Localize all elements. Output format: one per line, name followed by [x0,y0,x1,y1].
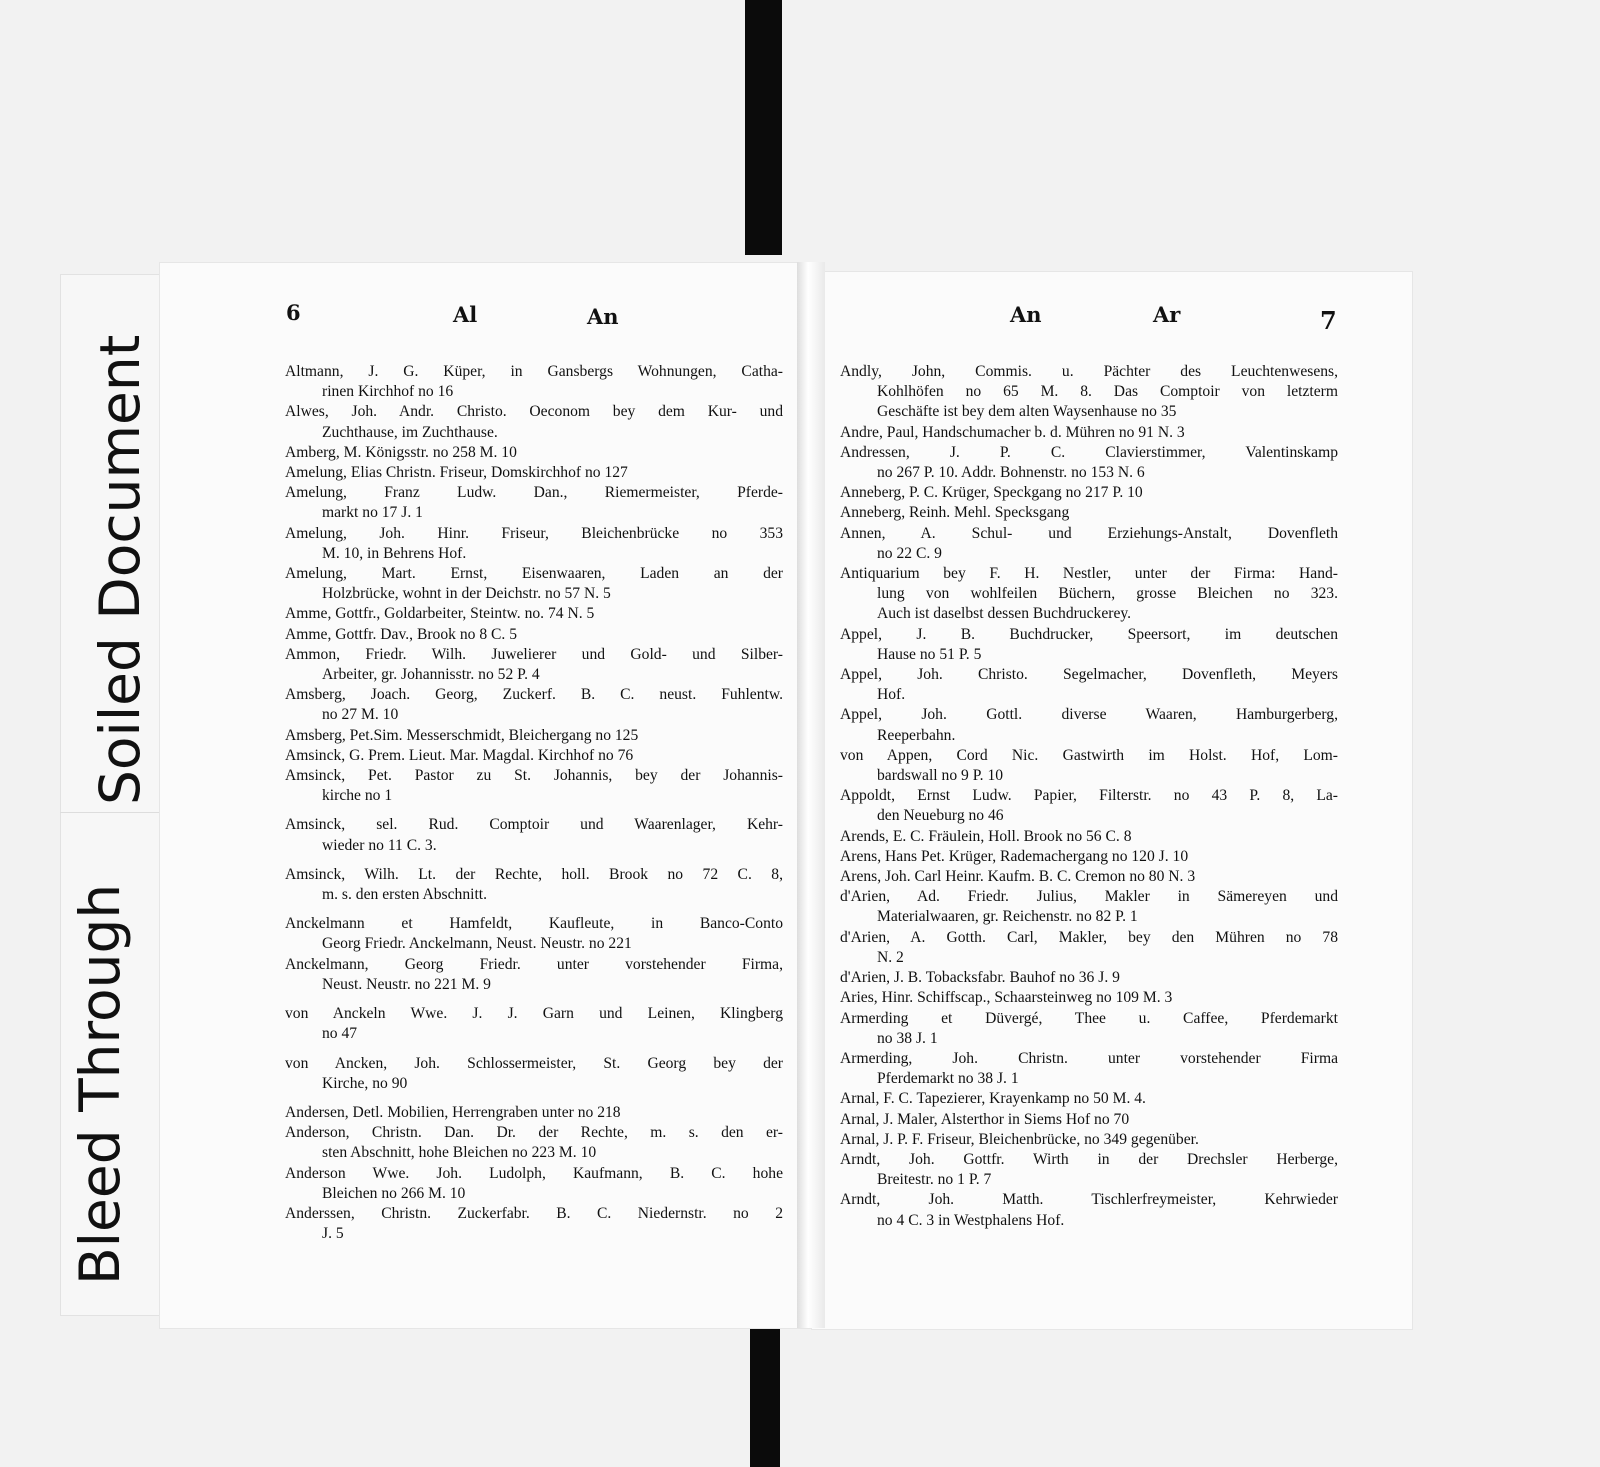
entry-line: von Ancken, Joh. Schlossermeister, St. Georg bey der [285,1054,783,1072]
entry-line: sten Abschnitt, hohe Bleichen no 223 M. 10 [322,1144,597,1162]
entry-spacer [285,995,783,1004]
entry-line: bardswall no 9 P. 10 [877,767,1004,785]
directory-entry [840,503,1338,523]
directory-entry [840,1049,1338,1089]
directory-entry [840,988,1338,1008]
entry-line: Andly, John, Commis. u. Pächter des Leuchtenwesens, [840,363,1338,380]
entry-line: Breitestr. no 1 P. 7 [877,1171,992,1189]
entry-line: Amsinck, Pet. Pastor zu St. Johannis, bey der Johannis- [285,767,783,785]
entry-line: d'Arien, A. Gotth. Carl, Makler, bey den Mühren no 78 [840,928,1338,946]
entry-line: Appoldt, Ernst Ludw. Papier, Filterstr. no 43 P. 8, La- [840,787,1338,805]
directory-entry [285,463,783,483]
directory-entry [840,746,1338,786]
entry-line: Arnal, J. Maler, Alsterthor in Siems Hof no 70 [840,1110,1130,1128]
directory-entry [285,1123,783,1163]
entry-line: Kohlhöfen no 65 M. 8. Das Comptoir von letzterm [877,383,1338,401]
right-directory-entries [840,362,1338,1231]
entry-line: Anderssen, Christn. Zuckerfabr. B. C. Niedernstr. no 2 [285,1204,783,1222]
entry-line: Anneberg, Reinh. Mehl. Specksgang [840,504,1070,522]
entry-line: Arndt, Joh. Matth. Tischlerfreymeister, Kehrwieder [840,1191,1338,1209]
entry-line: Amsberg, Joach. Georg, Zuckerf. B. C. neust. Fuhlentw. [285,686,783,704]
entry-spacer [285,905,783,914]
directory-entry [840,1130,1338,1150]
directory-entry [840,1190,1338,1230]
directory-entry [285,604,783,624]
entry-line: Geschäfte ist bey dem alten Waysenhause no 35 [877,403,1177,421]
entry-line: no 27 M. 10 [322,706,399,724]
directory-entry [840,1150,1338,1190]
directory-entry [285,362,783,402]
directory-entry [285,955,783,995]
entry-line: Arens, Joh. Carl Heinr. Kaufm. B. C. Cremon no 80 N. 3 [840,868,1196,886]
directory-entry [285,766,783,806]
entry-line: Hause no 51 P. 5 [877,645,982,663]
directory-entry [285,483,783,523]
right-header-end: Ar [1153,302,1181,327]
entry-line: Georg Friedr. Anckelmann, Neust. Neustr. no 221 [322,935,632,953]
entry-line: wieder no 11 C. 3. [322,836,437,854]
right-header-start: An [1010,302,1042,327]
entry-line: Materialwaaren, gr. Reichenstr. no 82 P. 1 [877,908,1138,926]
directory-entry [840,786,1338,826]
entry-line: d'Arien, Ad. Friedr. Julius, Makler in Sämereyen und [840,888,1338,906]
entry-line: no 47 [322,1025,358,1043]
directory-entry [840,705,1338,745]
directory-entry [840,423,1338,443]
entry-spacer [285,856,783,865]
directory-entry [840,867,1338,887]
entry-line: von Anckeln Wwe. J. J. Garn und Leinen, Klingberg [285,1005,783,1023]
entry-line: Amberg, M. Königsstr. no 258 M. 10 [285,443,517,461]
entry-line: Auch ist daselbst dessen Buchdruckerey. [877,605,1132,623]
entry-line: Antiquarium bey F. H. Nestler, unter der Firma: Hand- [840,565,1338,583]
entry-line: von Appen, Cord Nic. Gastwirth im Holst. Hof, Lom- [840,746,1338,764]
directory-entry [840,1009,1338,1049]
entry-line: Holzbrücke, wohnt in der Deichstr. no 57 N. 5 [322,585,611,603]
entry-line: J. 5 [322,1225,344,1243]
directory-entry [840,625,1338,665]
directory-entry [285,443,783,463]
right-page-number: 7 [1320,306,1337,335]
entry-line: lung von wohlfeilen Büchern, grosse Bleichen no 323. [877,585,1338,603]
entry-line: Zuchthause, im Zuchthause. [322,423,498,441]
left-directory-entries [285,362,783,1244]
entry-line: M. 10, in Behrens Hof. [322,544,467,562]
entry-line: Hof. [877,686,906,704]
directory-entry [840,665,1338,705]
entry-line: Amme, Gottfr., Goldarbeiter, Steintw. no. 74 N. 5 [285,605,595,623]
entry-line: Anckelmann et Hamfeldt, Kaufleute, in Banco-Conto [285,915,783,933]
entry-line: Alwes, Joh. Andr. Christo. Oeconom bey dem Kur- und [285,403,783,421]
directory-entry [840,1110,1338,1130]
entry-line: Andre, Paul, Handschumacher b. d. Mühren no 91 N. 3 [840,423,1185,441]
entry-line: Aries, Hinr. Schiffscap., Schaarsteinweg no 109 M. 3 [840,989,1173,1007]
directory-entry [840,564,1338,625]
entry-line: Armerding et Düvergé, Thee u. Caffee, Pferdemarkt [840,1009,1338,1027]
directory-entry [285,685,783,725]
entry-line: Arends, E. C. Fräulein, Holl. Brook no 56 C. 8 [840,827,1132,845]
entry-line: Anderson, Christn. Dan. Dr. der Rechte, m. s. den er- [285,1124,783,1142]
entry-line: rinen Kirchhof no 16 [322,383,454,401]
entry-line: no 4 C. 3 in Westphalens Hof. [877,1211,1065,1229]
directory-entry [285,815,783,855]
entry-line: Andressen, J. P. C. Clavierstimmer, Valentinskamp [840,443,1338,461]
entry-line: Neust. Neustr. no 221 M. 9 [322,975,491,993]
label-soiled-document: Soiled Document [88,334,152,805]
entry-line: Amelung, Mart. Ernst, Eisenwaaren, Laden an der [285,565,783,583]
entry-line: Amelung, Joh. Hinr. Friseur, Bleichenbrücke no 353 [285,524,783,542]
directory-entry [285,1204,783,1244]
directory-entry [840,443,1338,483]
entry-line: Appel, Joh. Christo. Segelmacher, Dovenfleth, Meyers [840,666,1338,684]
entry-line: Kirche, no 90 [322,1074,408,1092]
entry-line: no 267 P. 10. Addr. Bohnenstr. no 153 N. 6 [877,464,1145,482]
binding-strip-top [745,0,782,255]
entry-line: Amme, Gottfr. Dav., Brook no 8 C. 5 [285,625,518,643]
entry-line: kirche no 1 [322,787,393,805]
entry-spacer [285,806,783,815]
entry-line: no 38 J. 1 [877,1029,938,1047]
entry-line: Bleichen no 266 M. 10 [322,1184,466,1202]
entry-line: Arnal, F. C. Tapezierer, Krayenkamp no 50 M. 4. [840,1090,1146,1108]
entry-line: Anderson Wwe. Joh. Ludolph, Kaufmann, B. C. hohe [285,1164,783,1182]
directory-entry [285,1164,783,1204]
left-header-start: Al [453,302,478,327]
entry-line: Armerding, Joh. Christn. unter vorstehender Firma [840,1049,1338,1067]
entry-line: Altmann, J. G. Küper, in Gansbergs Wohnungen, Catha- [285,363,783,380]
directory-entry [840,524,1338,564]
entry-line: N. 2 [877,948,904,966]
directory-entry [840,827,1338,847]
left-page-number: 6 [286,300,301,325]
directory-entry [840,483,1338,503]
entry-line: Amelung, Elias Christn. Friseur, Domskirchhof no 127 [285,464,628,482]
entry-spacer [285,1094,783,1103]
entry-line: den Neueburg no 46 [877,807,1004,825]
entry-line: Arens, Hans Pet. Krüger, Rademachergang no 120 J. 10 [840,847,1189,865]
directory-entry [285,625,783,645]
directory-entry [285,524,783,564]
entry-line: Amsinck, Wilh. Lt. der Rechte, holl. Brook no 72 C. 8, [285,865,783,883]
directory-entry [840,928,1338,968]
entry-line: Andersen, Detl. Mobilien, Herrengraben unter no 218 [285,1103,621,1121]
label-bleed-through: Bleed Through [68,883,132,1285]
entry-line: Arnal, J. P. F. Friseur, Bleichenbrücke, no 349 gegenüber. [840,1130,1199,1148]
left-header-end: An [587,304,619,329]
entry-line: Appel, Joh. Gottl. diverse Waaren, Hamburgerberg, [840,706,1338,724]
entry-line: Arndt, Joh. Gottfr. Wirth in der Drechsler Herberge, [840,1150,1338,1168]
entry-line: Reeperbahn. [877,726,956,744]
entry-line: markt no 17 J. 1 [322,504,423,522]
entry-line: m. s. den ersten Abschnitt. [322,886,488,904]
directory-entry [840,362,1338,423]
directory-entry [285,1004,783,1044]
entry-line: Amelung, Franz Ludw. Dan., Riemermeister, Pferde- [285,484,783,502]
directory-entry [285,1103,783,1123]
entry-line: Amsinck, sel. Rud. Comptoir und Waarenlager, Kehr- [285,816,783,834]
directory-entry [840,1089,1338,1109]
entry-line: Amsinck, G. Prem. Lieut. Mar. Magdal. Kirchhof no 76 [285,746,634,764]
directory-entry [840,847,1338,867]
entry-line: Arbeiter, gr. Johannisstr. no 52 P. 4 [322,666,540,684]
entry-line: Anneberg, P. C. Krüger, Speckgang no 217 P. 10 [840,484,1143,502]
directory-entry [285,726,783,746]
directory-entry [285,1054,783,1094]
directory-entry [285,564,783,604]
directory-entry [285,914,783,954]
entry-line: Annen, A. Schul- und Erziehungs-Anstalt, Dovenfleth [840,524,1338,542]
entry-line: Pferdemarkt no 38 J. 1 [877,1070,1019,1088]
directory-entry [840,968,1338,988]
directory-entry [285,402,783,442]
directory-entry [285,645,783,685]
directory-entry [840,887,1338,927]
entry-line: Appel, J. B. Buchdrucker, Speersort, im deutschen [840,625,1338,643]
entry-line: Ammon, Friedr. Wilh. Juwelierer und Gold- und Silber- [285,645,783,663]
entry-line: d'Arien, J. B. Tobacksfabr. Bauhof no 36 J. 9 [840,969,1120,987]
entry-line: no 22 C. 9 [877,544,942,562]
entry-spacer [285,1045,783,1054]
entry-line: Anckelmann, Georg Friedr. unter vorstehender Firma, [285,955,783,973]
entry-line: Amsberg, Pet.Sim. Messerschmidt, Bleichergang no 125 [285,726,639,744]
directory-entry [285,865,783,905]
binding-strip-bottom [750,1320,780,1467]
book-gutter [797,262,825,1328]
directory-entry [285,746,783,766]
